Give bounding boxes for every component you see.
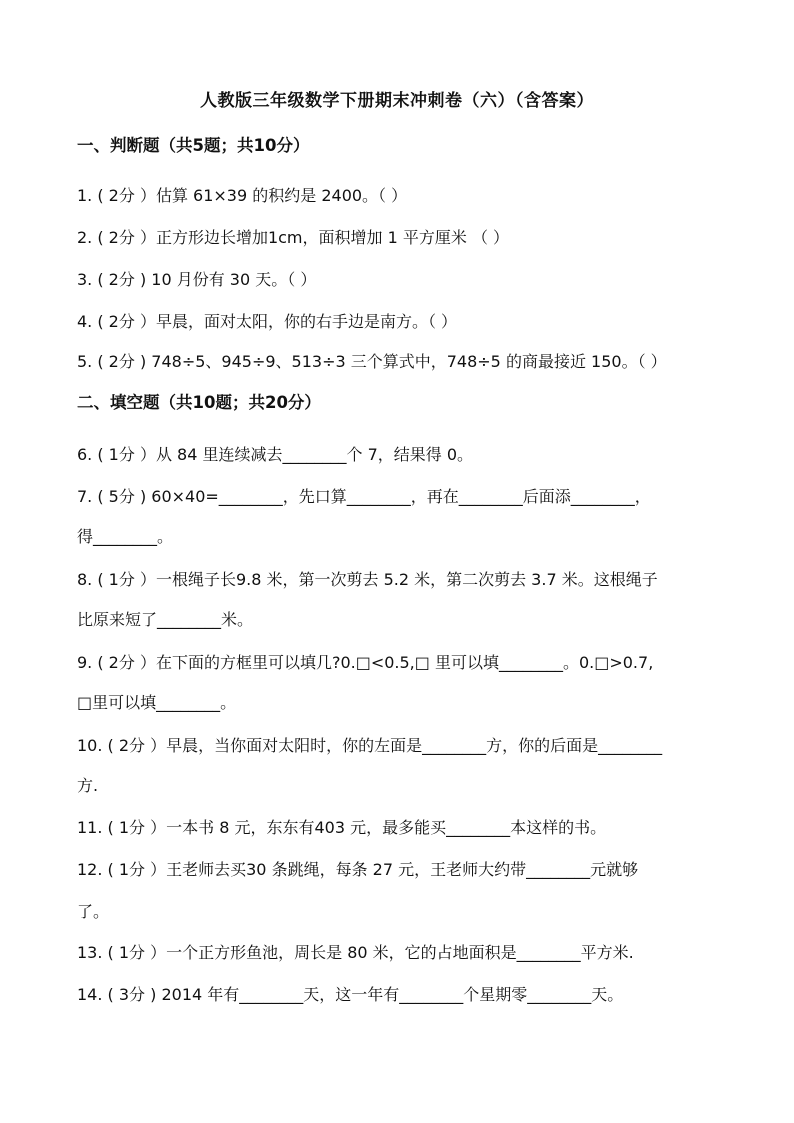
question-14: 14. ( 3分 ) 2014 年有________天，这一年有________个星期零________天。 (77, 985, 624, 1004)
question-6: 6. ( 1分 ）从 84 里连续减去________个 7，结果得 0。 (77, 445, 474, 464)
question-3: 3. ( 2分 ) 10 月份有 30 天。（ ） (77, 270, 317, 289)
question-7-line-1: 7. ( 5分 ) 60×40=________，先口算________，再在________后面添________， (77, 487, 651, 506)
question-4: 4. ( 2分 ）早晨，面对太阳，你的右手边是南方。（ ） (77, 312, 458, 331)
question-10-line-1: 10. ( 2分 ）早晨，当你面对太阳时，你的左面是________方，你的后面是________ (77, 736, 663, 755)
question-2: 2. ( 2分 ）正方形边长增加1cm，面积增加 1 平方厘米 （ ） (77, 228, 510, 247)
question-8-line-2: 比原来短了________米。 (77, 610, 254, 629)
section-heading-fill-blank: 二、填空题（共10题；共20分） (77, 393, 321, 412)
question-5: 5. ( 2分 ) 748÷5、945÷9、513÷3 三个算式中，748÷5 的商最接近 150。（ ） (77, 352, 667, 371)
question-12-line-2: 了。 (77, 902, 110, 921)
question-9-line-2: □里可以填________。 (77, 693, 237, 712)
question-8-line-1: 8. ( 1分 ）一根绳子长9.8 米，第一次剪去 5.2 米，第二次剪去 3.7 米。这根绳子 (77, 570, 658, 589)
question-9-line-1: 9. ( 2分 ）在下面的方框里可以填几?0.□<0.5,□ 里可以填________。0.□>0.7, (77, 653, 654, 672)
question-11: 11. ( 1分 ）一本书 8 元，东东有403 元，最多能买________本这样的书。 (77, 818, 607, 837)
question-7-line-2: 得________。 (77, 527, 174, 546)
question-10-line-2: 方. (77, 776, 99, 795)
exam-title: 人教版三年级数学下册期末冲刺卷（六）（含答案） (200, 91, 594, 111)
question-1: 1. ( 2分 ）估算 61×39 的积约是 2400。（ ） (77, 186, 408, 205)
section-heading-judgment: 一、判断题（共5题；共10分） (77, 136, 310, 155)
question-12-line-1: 12. ( 1分 ）王老师去买30 条跳绳，每条 27 元，王老师大约带________元就够 (77, 860, 639, 879)
question-13: 13. ( 1分 ）一个正方形鱼池，周长是 80 米，它的占地面积是________平方米. (77, 943, 634, 962)
